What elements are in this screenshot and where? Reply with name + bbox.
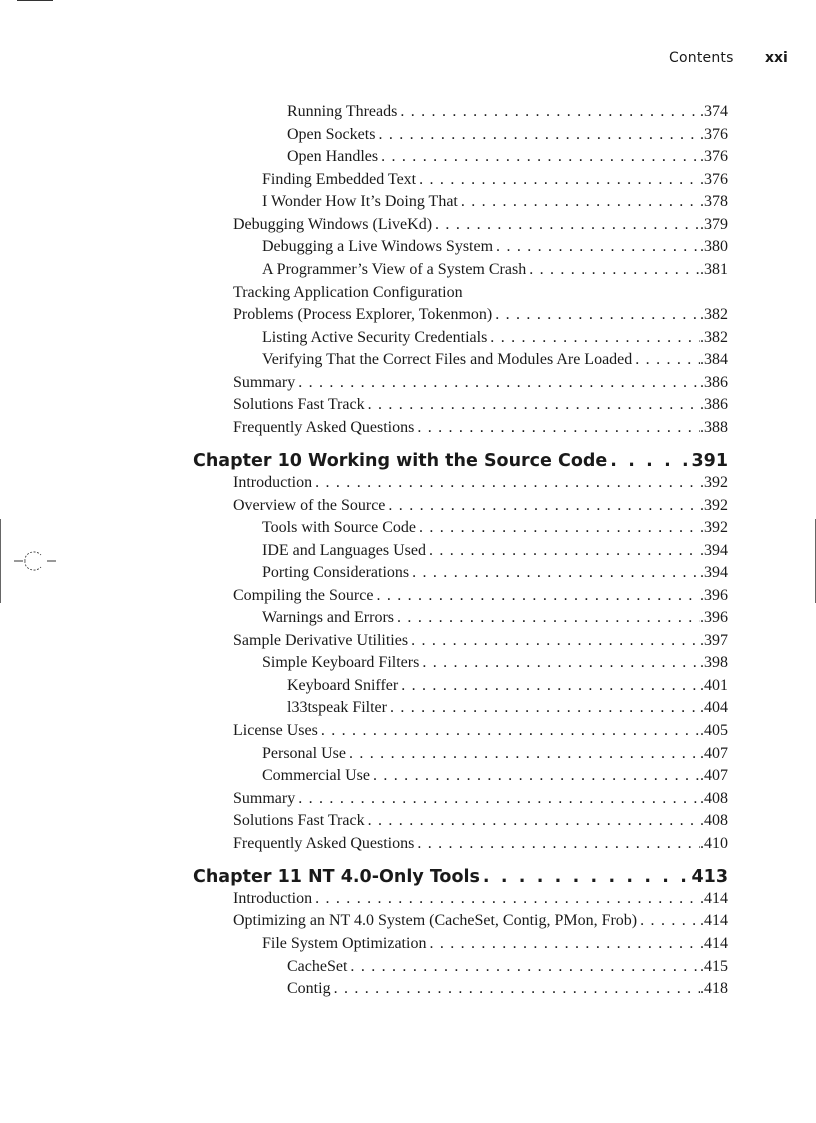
toc-entry[interactable]: File System Optimization . . . .414 [262, 933, 728, 955]
toc-entry[interactable]: Contig . . . .418 [287, 978, 728, 1000]
running-header [0, 50, 816, 70]
toc-entry[interactable]: Sample Derivative Utilities . . . .397 [233, 630, 728, 652]
toc-entry[interactable]: Frequently Asked Questions . . . .388 [233, 417, 728, 439]
toc-chapter-heading[interactable]: Chapter 10 Working with the Source Code . . . 391 [193, 448, 728, 474]
toc-entry[interactable]: Solutions Fast Track . . . .408 [233, 810, 728, 832]
toc-entry[interactable]: Overview of the Source . . . .392 [233, 495, 728, 517]
toc-entry[interactable]: Solutions Fast Track . . . .386 [233, 394, 728, 416]
toc-entry[interactable]: Keyboard Sniffer . . . .401 [287, 675, 728, 697]
header-section-title: Contents [669, 50, 734, 66]
toc-entry[interactable]: Listing Active Security Credentials . . . .382 [262, 327, 728, 349]
toc-entry[interactable]: Debugging a Live Windows System . . . .380 [262, 236, 728, 258]
toc-entry[interactable]: Verifying That the Correct Files and Modules Are Loaded . . . .384 [262, 349, 728, 371]
toc-entry[interactable]: Problems (Process Explorer, Tokenmon) . . . .382 [233, 304, 728, 326]
toc-entry[interactable]: IDE and Languages Used . . . .394 [262, 540, 728, 562]
toc-entry[interactable]: Frequently Asked Questions . . . .410 [233, 833, 728, 855]
toc-entry[interactable]: Introduction . . . .414 [233, 888, 728, 910]
toc-entry[interactable]: Introduction . . . .392 [233, 472, 728, 494]
toc-entry[interactable]: License Uses . . . .405 [233, 720, 728, 742]
toc-entry[interactable]: Porting Considerations . . . .394 [262, 562, 728, 584]
toc-entry[interactable]: Open Handles . . . .376 [287, 146, 728, 168]
toc-entry[interactable]: Tools with Source Code . . . .392 [262, 517, 728, 539]
toc-entry[interactable]: Summary . . . .408 [233, 788, 728, 810]
toc-entry[interactable]: Summary . . . .386 [233, 372, 728, 394]
toc-entry[interactable]: l33tspeak Filter . . . .404 [287, 697, 728, 719]
toc-entry[interactable]: Debugging Windows (LiveKd) . . . .379 [233, 214, 728, 236]
toc-entry[interactable]: A Programmer’s View of a System Crash . . . .381 [262, 259, 728, 281]
toc-entry[interactable]: CacheSet . . . .415 [287, 956, 728, 978]
toc-entry[interactable]: Open Sockets . . . .376 [287, 124, 728, 146]
toc-entry[interactable]: Optimizing an NT 4.0 System (CacheSet, Contig, PMon, Frob) . . . .414 [233, 910, 728, 932]
toc-entry[interactable]: Personal Use . . . .407 [262, 743, 728, 765]
toc-entry[interactable]: Compiling the Source . . . .396 [233, 585, 728, 607]
toc-entry[interactable]: I Wonder How It’s Doing That . . . .378 [262, 191, 728, 213]
toc-entry[interactable]: Running Threads . . . .374 [287, 101, 728, 123]
toc-entry[interactable]: Commercial Use . . . .407 [262, 765, 728, 787]
toc-entry[interactable]: Simple Keyboard Filters . . . .398 [262, 652, 728, 674]
crop-mark-left [0, 519, 1, 603]
registration-mark-icon [14, 551, 56, 573]
toc-entry[interactable]: Tracking Application Configuration [233, 284, 463, 301]
header-page-number: xxi [765, 50, 788, 66]
toc-chapter-heading[interactable]: Chapter 11 NT 4.0-Only Tools . . . 413 [193, 864, 728, 890]
crop-mark-top [17, 0, 53, 1]
toc-entry[interactable]: Warnings and Errors . . . .396 [262, 607, 728, 629]
toc-entry[interactable]: Finding Embedded Text . . . .376 [262, 169, 728, 191]
